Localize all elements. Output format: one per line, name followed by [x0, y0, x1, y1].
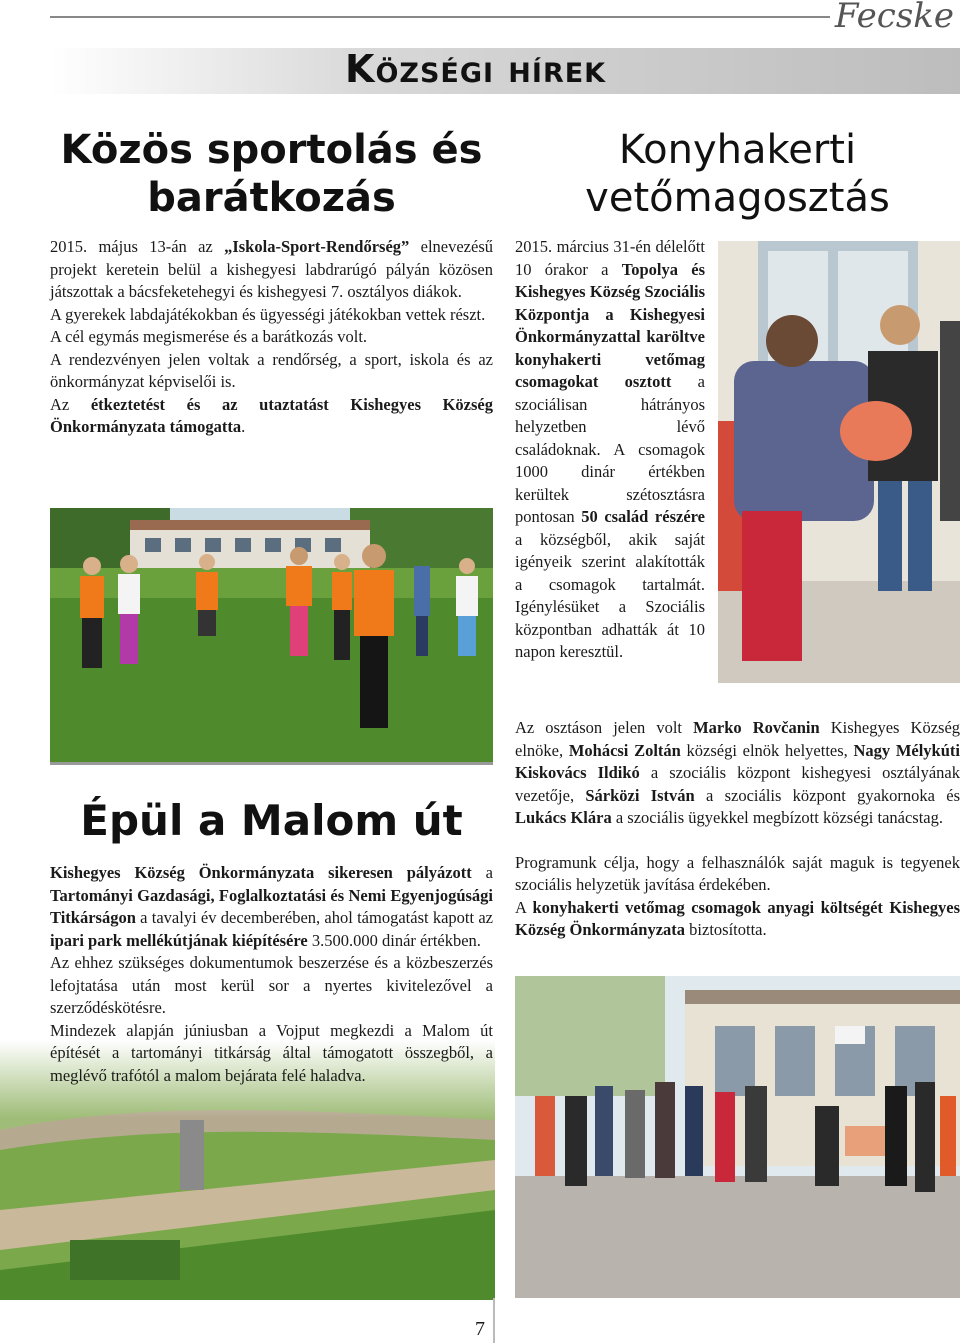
- page-number: 7: [475, 1318, 485, 1340]
- header-rule: [50, 16, 830, 18]
- article3-paragraph: Az ehhez szükséges dokumentumok beszerzése és a közbeszerzés lefojtatása után most kerül sor a nyertes kivitelezővel a szerződéskötésre.: [50, 953, 493, 1017]
- magazine-brand: Fecske: [834, 0, 954, 36]
- article2-paragraph: Programunk célja, hogy a felhasználók saját maguk is tegyenek szociális helyzetük javítása érdekében.: [515, 852, 960, 894]
- article1-paragraph: A cél egymás megismerése és a barátkozás volt.: [50, 327, 368, 346]
- article1-title: Közös sportolás és barátkozás: [60, 127, 483, 221]
- article3-body: [50, 862, 493, 1087]
- article2-body: [515, 717, 960, 942]
- article1-paragraph: A rendezvényen jelen voltak a rendőrség, a sport, iskola és az önkormányzat képviselői is.: [50, 349, 493, 391]
- crowd-image: [515, 976, 960, 1298]
- article2-paragraph: 2015. március 31-én délelőtt 10 órakor a Topolya és Kishegyes Község Szociális Központja a Kishegyesi Önkormányzattal karöltve konyhakerti vetőmag csomagokat osztott a szociálisan hátrányos helyzetben lévő családoknak. A csomagok 1000 dinár értékben kerültek szétosztásra pontosan 50 család részére a községből, akik saját igényeik szerint alakították a csomagok tartalmát. Igénylésüket a Szociális központban adhatták át 10 napon keresztül.: [515, 237, 705, 661]
- article1-body: [50, 236, 493, 439]
- article3-paragraph: Kishegyes Község Önkormányzata sikeresen pályázott a Tartományi Gazdasági, Foglalkoztatási és Nemi Egyenjogúsági Titkárságon a tavalyi év decemberében, ahol támogatást kapott az ipari park mellékútjának kiépítésére 3.500.000 dinár értékben.: [50, 863, 494, 950]
- football-photo-image: [50, 508, 493, 764]
- article1-paragraph: A gyerekek labdajátékokban és ügyességi játékokban vettek részt.: [50, 304, 486, 324]
- article2-title: Konyhakerti vetőmagosztás: [585, 127, 890, 221]
- section-title: Községi hírek: [345, 47, 607, 91]
- article3-paragraph: Mindezek alapján júniusban a Vojput megkezdi a Malom út építését a tartományi titkárság által támogatott összegből, a meglévő trafótól a malom bejárata felé haladva.: [50, 1020, 493, 1085]
- article1-paragraph: Az étkeztetést és az utaztatást Kishegyes Község Önkormányzata támogatta.: [50, 394, 493, 436]
- article2-paragraph: Az osztáson jelen volt Marko Rovčanin Kishegyes Község elnöke, Mohácsi Zoltán községi elnök helyettes, Nagy Mélykúti Kiskovács Ildikó a szociális központ kishegyesi osztályának vezetője, Sárközi István a szociális központ gyakornoka és Lukács Klára a szociális ügyekkel megbízott községi tanácstag.: [515, 718, 960, 827]
- section-divider: [50, 762, 493, 765]
- crowd-photo: [515, 976, 960, 1298]
- article3-title: Épül a Malom út: [80, 796, 463, 845]
- seed-distribution-photo: [718, 241, 960, 683]
- article1-paragraph: 2015. május 13-án az „Iskola-Sport-Rendőrség” elnevezésű projekt keretein belül a kishegyesi labdrarúgó pályán közösen játszottak a bácsfeketehegyi és kishegyesi 7. osztályos diákok.: [50, 237, 493, 301]
- article2-column-text: [515, 236, 705, 664]
- football-photo: [50, 508, 493, 764]
- article2-paragraph: A konyhakerti vetőmag csomagok anyagi költségét Kishegyes Község Önkormányzata biztosította.: [515, 897, 960, 939]
- seed-distribution-image: [718, 241, 960, 683]
